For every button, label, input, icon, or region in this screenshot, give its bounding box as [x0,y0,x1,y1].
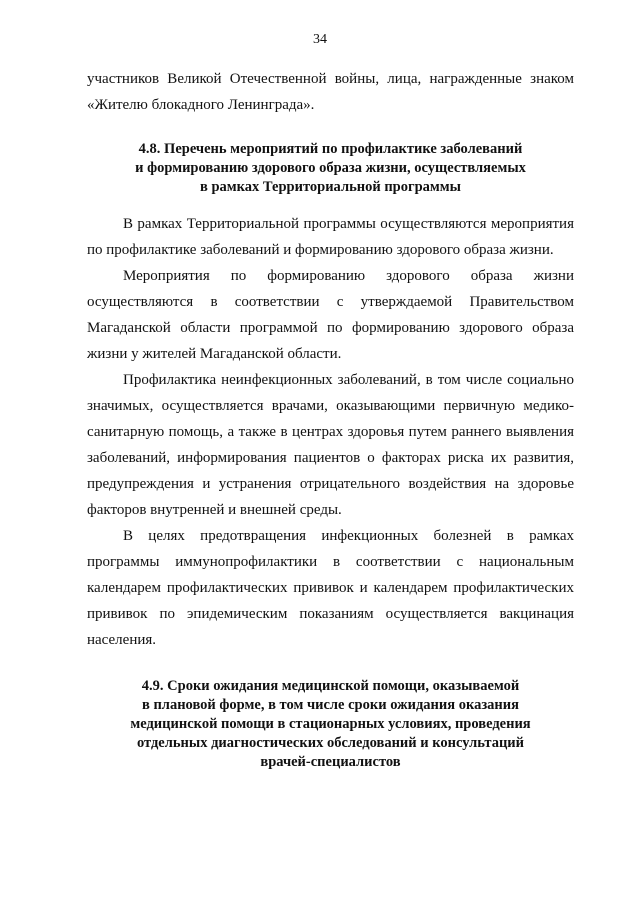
section-4-8-paragraph: В рамках Территориальной программы осуществляются мероприятия по профилактике заболеваний и формированию здорового образа жизни. [87,216,574,258]
section-4-8-heading-line: в рамках Территориальной программы [200,179,461,195]
section-4-9-heading-line: в плановой форме, в том числе сроки ожидания оказания [142,697,519,713]
section-4-9-heading [87,677,574,772]
section-4-9-heading-line: отдельных диагностических обследований и консультаций [136,735,525,751]
section-4-8-paragraph: Мероприятия по формированию здорового образа жизни осуществляются в соответствии с утверждаемой Правительством Магаданской области программой по формированию здорового образа жизни у жителей Магаданской области. [87,268,574,362]
section-4-8-paragraph: Профилактика неинфекционных заболеваний, в том числе социально значимых, осуществляется врачами, оказывающими первичную медико-санитарную помощь, а также в центрах здоровья путем раннего выявления заболеваний, информирования пациентов о факторах риска их развития, предупреждения и устранения отрицательного воздействия на здоровье факторов внутренней и внешней среды. [87,372,574,518]
page-number: 34 [313,32,327,47]
section-4-8-heading-line: и формированию здорового образа жизни, осуществляемых [135,160,526,176]
section-4-9-heading-line: врачей-специалистов [260,754,401,770]
section-4-8-heading-line: 4.8. Перечень мероприятий по профилактике заболеваний [138,141,523,157]
section-4-8-paragraph: В целях предотвращения инфекционных болезней в рамках программы иммунопрофилактики в соответствии с национальным календарем профилактических прививок и календарем профилактических прививок по эпидемическим показаниям осуществляется вакцинация населения. [87,528,574,648]
section-4-8-heading [87,140,574,197]
section-4-9-heading-line: медицинской помощи в стационарных условиях, проведения [130,716,531,732]
intro-paragraph: участников Великой Отечественной войны, лица, награжденные знаком «Жителю блокадного Ленинграда». [87,71,574,113]
section-4-9-heading-line: 4.9. Сроки ожидания медицинской помощи, оказываемой [141,678,520,694]
page-content [87,66,574,772]
